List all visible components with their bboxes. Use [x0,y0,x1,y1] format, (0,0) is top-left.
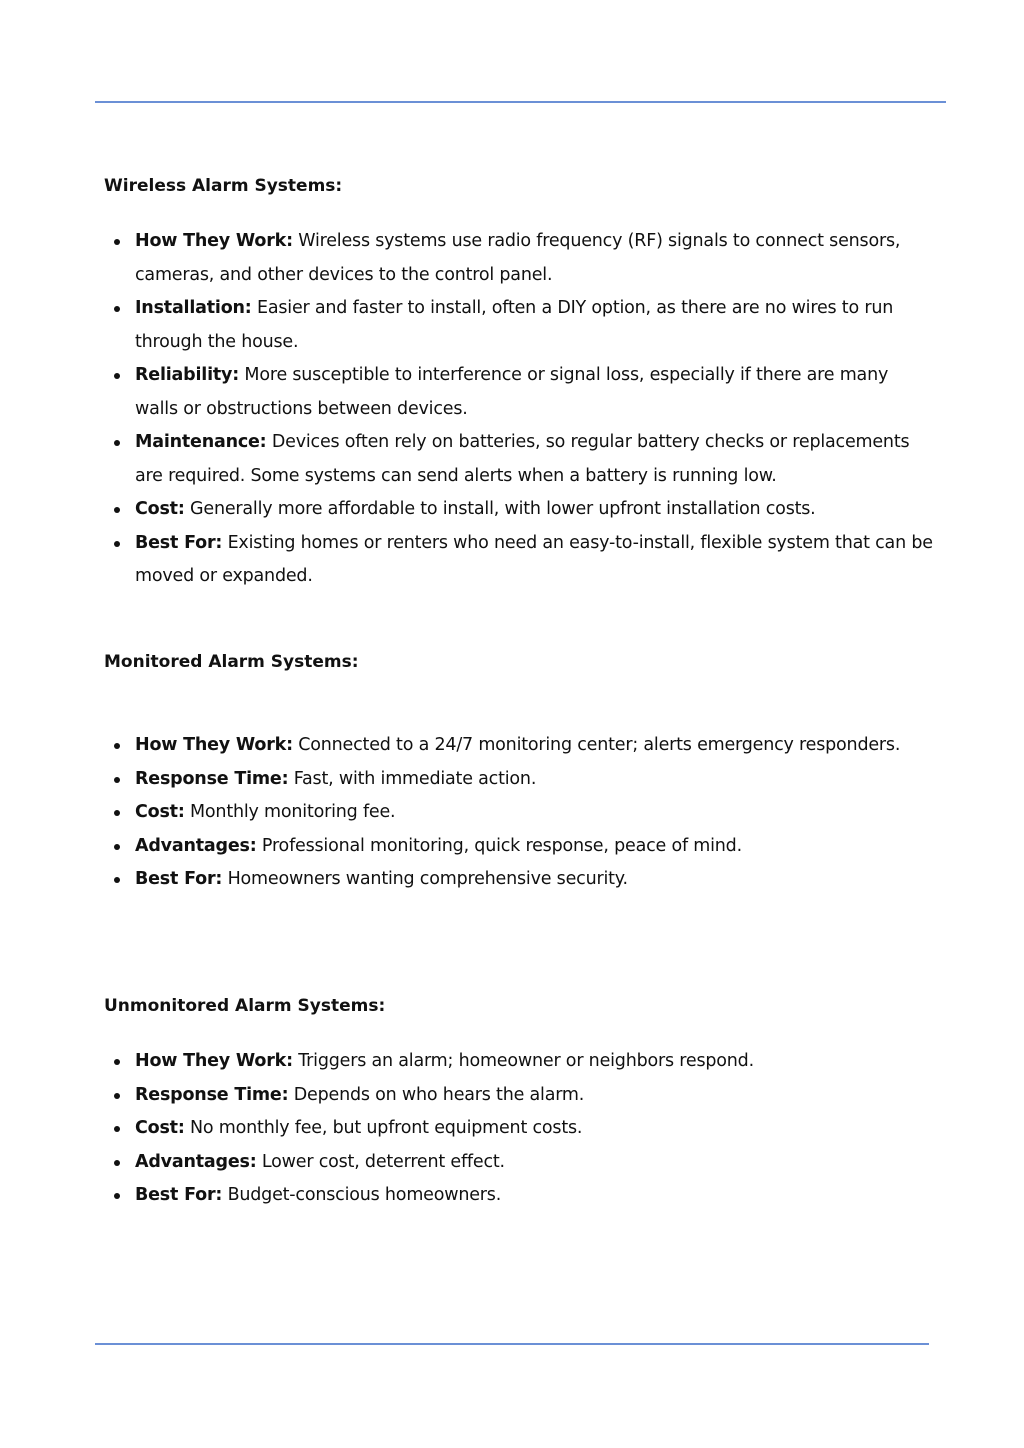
header-divider [95,101,946,103]
item-term: Best For: [135,1185,223,1205]
item-term: Response Time: [135,768,289,789]
list-item [104,796,934,830]
item-text: Triggers an alarm; homeowner or neighbors respond. [298,1051,754,1071]
item-term: How They Work: [135,231,293,251]
item-term: Cost: [135,802,185,822]
section-heading: Unmonitored Alarm Systems: [104,996,386,1016]
footer-divider [95,1343,929,1345]
bullet-list [104,729,934,897]
list-item [104,1045,934,1079]
item-term: Cost: [135,499,185,519]
section-heading: Wireless Alarm Systems: [104,176,343,196]
list-item [104,863,934,897]
item-term: Best For: [135,532,223,553]
item-text: Connected to a 24/7 monitoring center; alerts emergency responders. [298,735,901,755]
item-text: Wireless systems use radio frequency (RF) signals to connect sensors, cameras, and other devices to the control panel. [135,231,901,285]
section-heading: Monitored Alarm Systems: [104,652,359,672]
section-monitored-alarm-systems [104,650,934,897]
bullet-list [104,1045,934,1213]
list-item [104,729,934,763]
list-item [104,426,934,493]
item-text: Budget-conscious homeowners. [227,1185,502,1205]
list-item [104,1146,934,1180]
section-unmonitored-alarm-systems [104,994,934,1213]
item-term: How They Work: [135,735,293,755]
list-item [104,830,934,864]
item-term: Advantages: [135,835,257,856]
item-text: Lower cost, deterrent effect. [261,1151,505,1172]
list-item [104,493,934,527]
item-term: Maintenance: [135,432,267,452]
list-item [104,1079,934,1113]
item-term: Response Time: [135,1084,289,1105]
item-text: Generally more affordable to install, with lower upfront installation costs. [190,499,816,519]
list-item [104,292,934,359]
item-text: Easier and faster to install, often a DIY option, as there are no wires to run through the house. [135,298,894,352]
item-term: Best For: [135,869,223,889]
list-item [104,1112,934,1146]
list-item [104,359,934,426]
list-item [104,225,934,292]
item-term: Advantages: [135,1151,257,1172]
item-term: Reliability: [135,365,240,385]
item-term: How They Work: [135,1051,293,1071]
list-item [104,763,934,797]
section-wireless-alarm-systems [104,174,934,594]
item-term: Cost: [135,1118,185,1138]
item-text: Existing homes or renters who need an easy-to-install, flexible system that can be moved or expanded. [135,532,933,586]
item-text: Fast, with immediate action. [293,768,537,789]
bullet-list [104,225,934,594]
item-text: Devices often rely on batteries, so regular battery checks or replacements are required. Some systems can send alerts when a battery is running low. [135,432,910,486]
item-text: Professional monitoring, quick response, peace of mind. [261,835,742,856]
list-item [104,1179,934,1213]
list-item [104,527,934,594]
item-text: Monthly monitoring fee. [190,802,396,822]
item-text: Depends on who hears the alarm. [293,1084,585,1105]
item-term: Installation: [135,298,252,318]
item-text: More susceptible to interference or signal loss, especially if there are many walls or obstructions between devices. [135,365,889,419]
item-text: Homeowners wanting comprehensive security. [227,869,628,889]
item-text: No monthly fee, but upfront equipment costs. [190,1118,583,1138]
